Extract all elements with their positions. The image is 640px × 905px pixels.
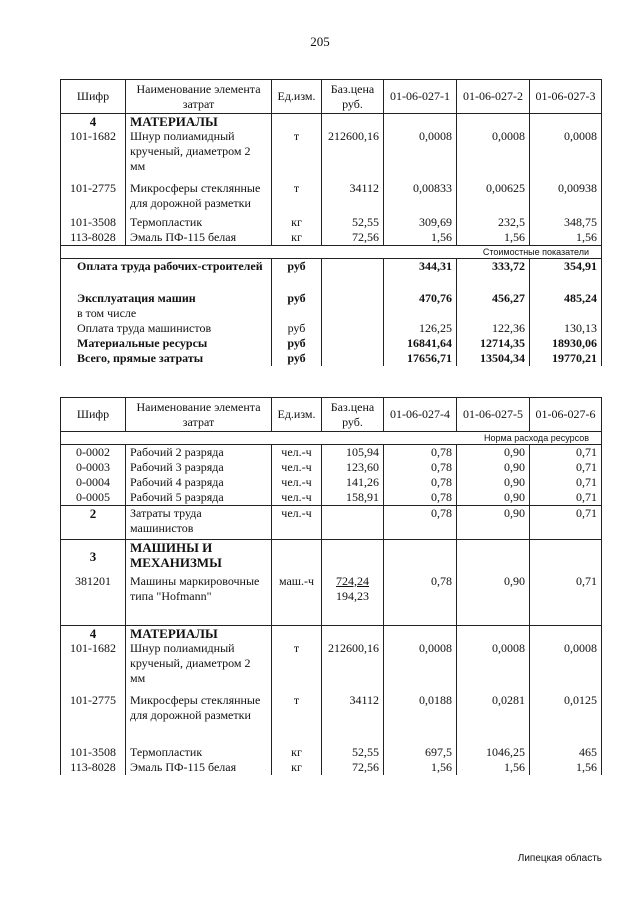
table-header	[61, 80, 602, 114]
material-price: 34112	[322, 181, 384, 215]
worker-value-1: 0,78	[384, 490, 457, 506]
section-row	[61, 540, 602, 574]
cost-value-2: 12714,35	[457, 336, 530, 351]
section-title: Затраты труда машинистов	[126, 506, 272, 540]
material-name: Микросферы стеклянные для дорожной разметки	[126, 693, 272, 745]
worker-unit: чел.-ч	[272, 475, 322, 490]
material-row	[61, 230, 602, 246]
header-name: Наименование элемента затрат	[126, 398, 272, 432]
material-name: Шнур полиамидный крученый, диаметром 2 мм	[126, 641, 272, 693]
machine-value-3: 0,71	[530, 574, 602, 626]
machine-price-base: 724,24	[336, 573, 369, 588]
material-value-2: 1046,25	[457, 745, 530, 760]
worker-value-3: 0,71	[530, 475, 602, 490]
material-value-2: 1,56	[457, 230, 530, 246]
worker-code: 0-0004	[61, 475, 126, 490]
material-value-3: 0,0008	[530, 129, 602, 181]
machine-price-wage: 194,23	[336, 588, 369, 603]
cost-unit: руб	[272, 351, 322, 366]
section-value-3: 0,71	[530, 506, 602, 540]
material-price: 52,55	[322, 745, 384, 760]
section-row	[61, 626, 602, 642]
worker-price: 141,26	[322, 475, 384, 490]
material-value-3: 0,0008	[530, 641, 602, 693]
material-value-2: 0,0281	[457, 693, 530, 745]
resource-table-2	[60, 397, 602, 775]
worker-value-3: 0,71	[530, 445, 602, 461]
material-name: Шнур полиамидный крученый, диаметром 2 мм	[126, 129, 272, 181]
cost-unit: руб	[272, 291, 322, 306]
material-row	[61, 641, 602, 693]
material-value-3: 0,00938	[530, 181, 602, 215]
header-col2: 01-06-027-2	[457, 80, 530, 114]
worker-value-1: 0,78	[384, 460, 457, 475]
material-code: 101-3508	[61, 745, 126, 760]
cost-row	[61, 321, 602, 336]
section-value-1: 0,78	[384, 506, 457, 540]
header-col2: 01-06-027-5	[457, 398, 530, 432]
machine-value-2: 0,90	[457, 574, 530, 626]
material-row	[61, 693, 602, 745]
page-number: 205	[310, 34, 330, 49]
machine-value-1: 0,78	[384, 574, 457, 626]
cost-name: в том числе	[61, 306, 272, 321]
cost-price	[322, 321, 384, 336]
material-unit: т	[272, 693, 322, 745]
material-unit: т	[272, 641, 322, 693]
worker-row	[61, 490, 602, 506]
cost-name: Всего, прямые затраты	[61, 351, 272, 366]
machine-code: 381201	[61, 574, 126, 626]
cost-value-3: 354,91	[530, 259, 602, 291]
worker-code: 0-0005	[61, 490, 126, 506]
section-title: МАШИНЫ И МЕХАНИЗМЫ	[126, 540, 272, 574]
header-code: Шифр	[61, 398, 126, 432]
material-code: 101-2775	[61, 693, 126, 745]
material-unit: т	[272, 181, 322, 215]
material-value-3: 0,0125	[530, 693, 602, 745]
cost-name: Оплата труда машинистов	[61, 321, 272, 336]
header-col1: 01-06-027-1	[384, 80, 457, 114]
cost-row	[61, 351, 602, 366]
worker-value-3: 0,71	[530, 460, 602, 475]
machine-price	[322, 574, 384, 626]
cost-value-2: 122,36	[457, 321, 530, 336]
section-value-2: 0,90	[457, 506, 530, 540]
header-unit: Ед.изм.	[272, 398, 322, 432]
material-value-3: 1,56	[530, 760, 602, 775]
material-row	[61, 181, 602, 215]
worker-value-2: 0,90	[457, 490, 530, 506]
cost-name: Оплата труда рабочих-строителей	[61, 259, 272, 291]
material-value-2: 232,5	[457, 215, 530, 230]
section-title: МАТЕРИАЛЫ	[126, 626, 272, 642]
material-unit: кг	[272, 760, 322, 775]
material-code: 101-3508	[61, 215, 126, 230]
cost-price	[322, 351, 384, 366]
cost-row	[61, 306, 602, 321]
cost-name: Материальные ресурсы	[61, 336, 272, 351]
section-unit: чел.-ч	[272, 506, 322, 540]
cost-name: Эксплуатация машин	[61, 291, 272, 306]
section-row	[61, 114, 602, 130]
header-name: Наименование элемента затрат	[126, 80, 272, 114]
header-price: Баз.цена руб.	[322, 80, 384, 114]
worker-value-3: 0,71	[530, 490, 602, 506]
material-value-2: 0,00625	[457, 181, 530, 215]
header-price: Баз.цена руб.	[322, 398, 384, 432]
worker-unit: чел.-ч	[272, 460, 322, 475]
material-value-1: 0,0188	[384, 693, 457, 745]
note-row	[61, 432, 602, 445]
cost-value-3: 485,24	[530, 291, 602, 306]
footer-region: Липецкая область	[517, 853, 602, 864]
material-unit: т	[272, 129, 322, 181]
material-code: 113-8028	[61, 230, 126, 246]
worker-name: Рабочий 3 разряда	[126, 460, 272, 475]
cost-unit: руб	[272, 259, 322, 291]
worker-value-2: 0,90	[457, 460, 530, 475]
material-value-3: 465	[530, 745, 602, 760]
worker-row	[61, 445, 602, 461]
cost-value-1	[384, 306, 457, 321]
header-col3: 01-06-027-6	[530, 398, 602, 432]
material-value-1: 0,0008	[384, 129, 457, 181]
section-title: МАТЕРИАЛЫ	[126, 114, 272, 130]
norm-note: Норма расхода ресурсов	[61, 432, 602, 445]
worker-row	[61, 475, 602, 490]
cost-value-1: 126,25	[384, 321, 457, 336]
material-row	[61, 745, 602, 760]
cost-unit: руб	[272, 321, 322, 336]
header-col3: 01-06-027-3	[530, 80, 602, 114]
worker-row	[61, 460, 602, 475]
worker-unit: чел.-ч	[272, 445, 322, 461]
worker-value-1: 0,78	[384, 475, 457, 490]
worker-value-2: 0,90	[457, 475, 530, 490]
cost-row	[61, 291, 602, 306]
cost-value-2: 333,72	[457, 259, 530, 291]
section-row	[61, 506, 602, 540]
cost-value-2: 456,27	[457, 291, 530, 306]
material-value-2: 0,0008	[457, 129, 530, 181]
material-code: 101-1682	[61, 641, 126, 693]
material-value-1: 1,56	[384, 760, 457, 775]
cost-value-3	[530, 306, 602, 321]
material-name: Микросферы стеклянные для дорожной разметки	[126, 181, 272, 215]
cost-value-1: 344,31	[384, 259, 457, 291]
material-code: 113-8028	[61, 760, 126, 775]
worker-name: Рабочий 5 разряда	[126, 490, 272, 506]
material-price: 52,55	[322, 215, 384, 230]
cost-price	[322, 259, 384, 291]
worker-price: 158,91	[322, 490, 384, 506]
cost-value-3: 19770,21	[530, 351, 602, 366]
cost-unit: руб	[272, 336, 322, 351]
machine-name: Машины маркировочные типа "Hofmann"	[126, 574, 272, 626]
cost-price	[322, 336, 384, 351]
material-price: 212600,16	[322, 641, 384, 693]
material-unit: кг	[272, 215, 322, 230]
material-value-1: 697,5	[384, 745, 457, 760]
worker-code: 0-0003	[61, 460, 126, 475]
material-value-3: 348,75	[530, 215, 602, 230]
material-row	[61, 129, 602, 181]
header-col1: 01-06-027-4	[384, 398, 457, 432]
cost-row	[61, 336, 602, 351]
resource-table-1	[60, 79, 602, 366]
material-name: Эмаль ПФ-115 белая	[126, 760, 272, 775]
material-value-1: 0,00833	[384, 181, 457, 215]
material-value-2: 0,0008	[457, 641, 530, 693]
material-value-1: 0,0008	[384, 641, 457, 693]
material-price: 212600,16	[322, 129, 384, 181]
worker-code: 0-0002	[61, 445, 126, 461]
material-code: 101-2775	[61, 181, 126, 215]
material-price: 72,56	[322, 760, 384, 775]
header-code: Шифр	[61, 80, 126, 114]
header-unit: Ед.изм.	[272, 80, 322, 114]
section-code: 2	[61, 506, 126, 540]
material-price: 34112	[322, 693, 384, 745]
material-unit: кг	[272, 230, 322, 246]
section-code: 4	[61, 626, 126, 642]
material-value-1: 1,56	[384, 230, 457, 246]
worker-name: Рабочий 2 разряда	[126, 445, 272, 461]
cost-row	[61, 259, 602, 291]
worker-value-1: 0,78	[384, 445, 457, 461]
worker-price: 123,60	[322, 460, 384, 475]
machine-unit: маш.-ч	[272, 574, 322, 626]
cost-value-2	[457, 306, 530, 321]
worker-value-2: 0,90	[457, 445, 530, 461]
material-value-1: 309,69	[384, 215, 457, 230]
table-header	[61, 398, 602, 432]
material-name: Термопластик	[126, 745, 272, 760]
material-row	[61, 760, 602, 775]
cost-value-1: 16841,64	[384, 336, 457, 351]
worker-unit: чел.-ч	[272, 490, 322, 506]
material-row	[61, 215, 602, 230]
worker-name: Рабочий 4 разряда	[126, 475, 272, 490]
material-unit: кг	[272, 745, 322, 760]
cost-value-1: 470,76	[384, 291, 457, 306]
material-name: Термопластик	[126, 215, 272, 230]
material-price: 72,56	[322, 230, 384, 246]
section-code: 4	[61, 114, 126, 130]
note-row	[61, 246, 602, 259]
material-value-3: 1,56	[530, 230, 602, 246]
cost-price	[322, 291, 384, 306]
cost-price	[322, 306, 384, 321]
cost-note: Стоимостные показатели	[61, 246, 602, 259]
material-value-2: 1,56	[457, 760, 530, 775]
cost-value-1: 17656,71	[384, 351, 457, 366]
cost-value-3: 18930,06	[530, 336, 602, 351]
cost-value-3: 130,13	[530, 321, 602, 336]
cost-unit	[272, 306, 322, 321]
material-name: Эмаль ПФ-115 белая	[126, 230, 272, 246]
machine-row	[61, 574, 602, 626]
worker-price: 105,94	[322, 445, 384, 461]
material-code: 101-1682	[61, 129, 126, 181]
section-code: 3	[61, 540, 126, 574]
cost-value-2: 13504,34	[457, 351, 530, 366]
